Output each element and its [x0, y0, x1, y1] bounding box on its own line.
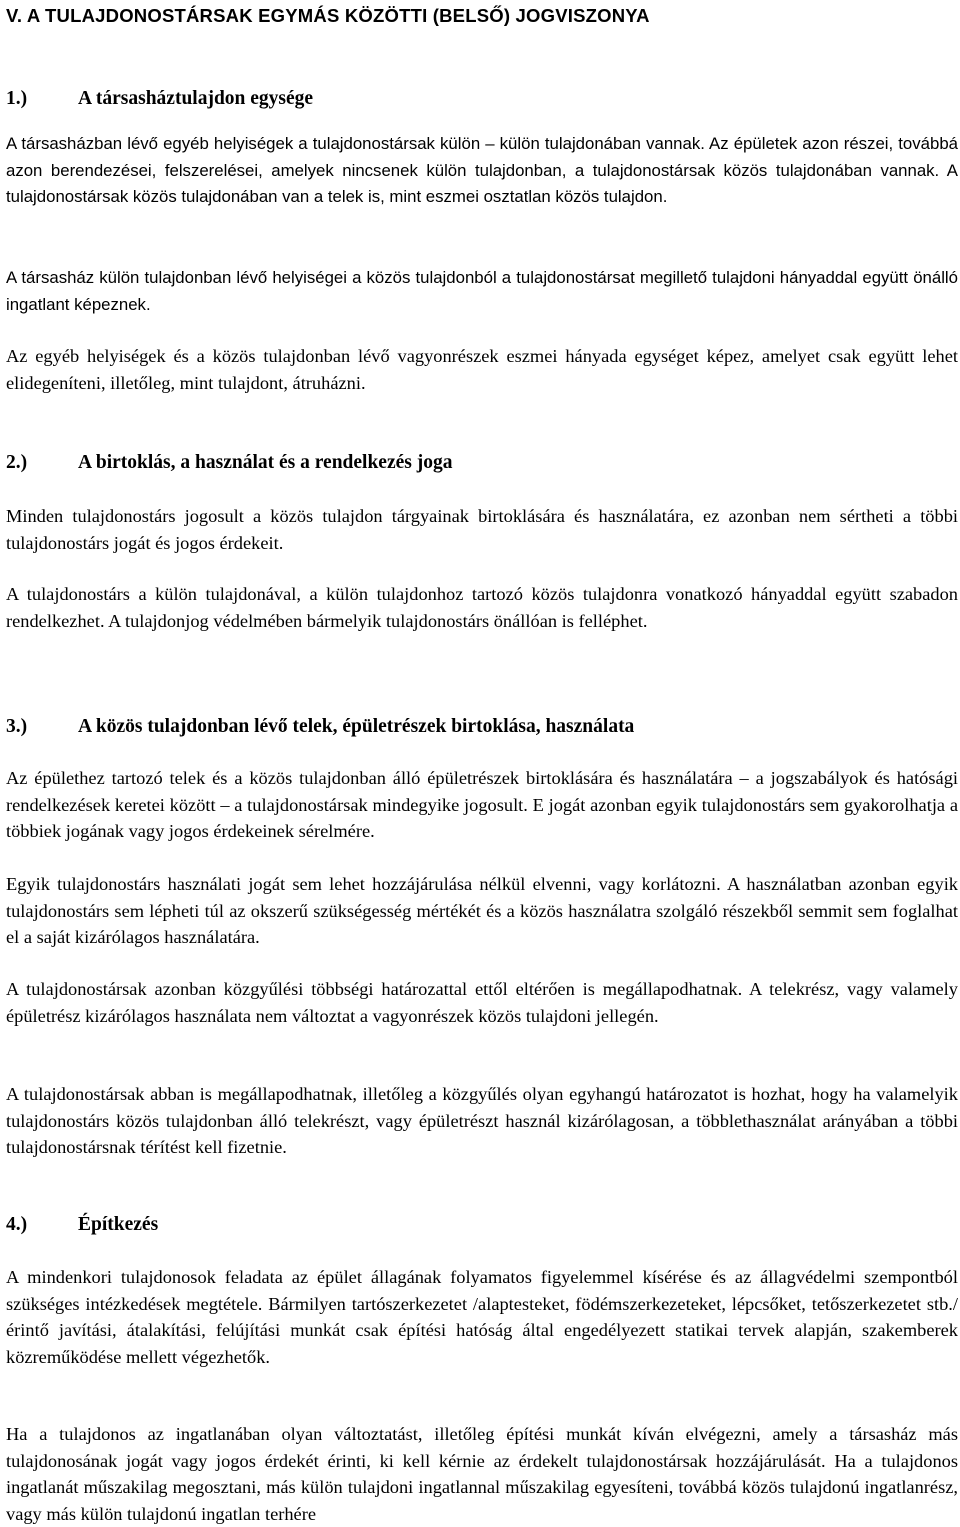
section-3-paragraph-4: A tulajdonostársak abban is megállapodhatnak, illetőleg a közgyűlés olyan egyhangú határozatot is hozhat, hogy ha valamelyik tulajdonostárs közös tulajdonban álló telekrészt, vagy épületrészt használ kizárólagosan, a többlethasználat arányában a többi tulajdonostársnak térítést kell fizetnie. — [6, 1084, 958, 1157]
section-1-title-text: A társasháztulajdon egysége — [78, 88, 314, 109]
section-2-title — [6, 452, 452, 474]
section-1-paragraph-3: Az egyéb helyiségek és a közös tulajdonban lévő vagyonrészek eszmei hányada egységet képez, amelyet csak együtt lehet elidegeníteni, illetőleg, mint tulajdont, átruházni. — [6, 346, 958, 393]
section-3-paragraph-2: Egyik tulajdonostárs használati jogát sem lehet hozzájárulása nélkül elvenni, vagy korlátozni. A használatban azonban egyik tulajdonostárs sem lépheti túl az okszerű szükségesség mértékét és a közös használatra szolgáló részekből semmit sem foglalhat el a saját kizárólagos használatára. — [6, 874, 958, 947]
section-4-title — [6, 1214, 158, 1236]
section-2-paragraph-2: A tulajdonostárs a külön tulajdonával, a külön tulajdonhoz tartozó közös tulajdonra vonatkozó hányaddal együtt szabadon rendelkezhet. A tulajdonjog védelmében bármelyik tulajdonostárs önállóan is felléphet. — [6, 584, 958, 631]
section-1-paragraph-1: A társasházban lévő egyéb helyiségek a tulajdonostársak külön – külön tulajdonában vannak. Az épületek azon részei, továbbá azon berendezései, felszerelései, amelyek nincsenek külön tulajdonban, a tulajdonostársak közös tulajdonában vannak. A tulajdonostársak közös tulajdonában van a telek is, mint eszmei osztatlan közös tulajdon. — [6, 134, 958, 206]
section-2-paragraph-1: Minden tulajdonostárs jogosult a közös tulajdon tárgyainak birtoklására és használatára, ez azonban nem sértheti a többi tulajdonostárs jogát és jogos érdekeit. — [6, 506, 958, 553]
section-4-number: 4.) — [6, 1214, 28, 1235]
section-1-title — [6, 88, 313, 110]
section-3-title — [6, 716, 634, 738]
section-4-paragraph-1: A mindenkori tulajdonosok feladata az épület állagának folyamatos figyelemmel kísérése és az állagvédelmi szempontból szükséges intézkedések megtétele. Bármilyen tartószerkezetet /alaptesteket, födémszerkezeteket, lépcsőket, tetőszerkezetet stb./ érintő javítási, átalakítási, felújítási munkát csak építési hatóság által engedélyezett statikai tervek alapján, szakemberek közreműködése mellett végezhetők. — [6, 1267, 958, 1367]
section-3-paragraph-3: A tulajdonostársak azonban közgyűlési többségi határozattal ettől eltérően is megállapodhatnak. A telekrész, vagy valamely épületrész kizárólagos használata nem változtat a vagyonrészek közös tulajdoni jellegén. — [6, 979, 958, 1026]
section-3-paragraph-1: Az épülethez tartozó telek és a közös tulajdonban álló épületrészek birtoklására és használatára – a jogszabályok és hatósági rendelkezések keretei között – a tulajdonostársak mindegyike jogosult. E jogát azonban egyik tulajdonostárs sem gyakorolhatja a többiek jogának vagy jogos érdekeinek sérelmére. — [6, 768, 958, 841]
section-1-number: 1.) — [6, 88, 28, 109]
section-4-paragraph-2: Ha a tulajdonos az ingatlanában olyan változtatást, illetőleg építési munkát kíván elvégezni, amely a társasház más tulajdonosának jogát vagy jogos érdekét érinti, ki kell kérnie az érdekelt tulajdonostársak hozzájárulását. Ha a tulajdonos ingatlanát műszakilag megosztani, más külön tulajdoni ingatlannal műszakilag egyesíteni, továbbá közös tulajdonú ingatlanrész, vagy más külön tulajdonú ingatlan terhére — [6, 1424, 958, 1524]
section-3-number: 3.) — [6, 716, 28, 737]
section-1-paragraph-2: A társasház külön tulajdonban lévő helyiségei a közös tulajdonból a tulajdonostársat megillető tulajdoni hányaddal együtt önálló ingatlant képeznek. — [6, 268, 958, 314]
section-2-number: 2.) — [6, 452, 28, 473]
section-3-title-text: A közös tulajdonban lévő telek, épületrészek birtoklása, használata — [78, 716, 635, 737]
section-2-title-text: A birtoklás, a használat és a rendelkezés joga — [78, 452, 453, 473]
section-4-title-text: Építkezés — [78, 1214, 159, 1235]
chapter-heading: V. A TULAJDONOSTÁRSAK EGYMÁS KÖZÖTTI (BELSŐ) JOGVISZONYA — [6, 5, 650, 26]
